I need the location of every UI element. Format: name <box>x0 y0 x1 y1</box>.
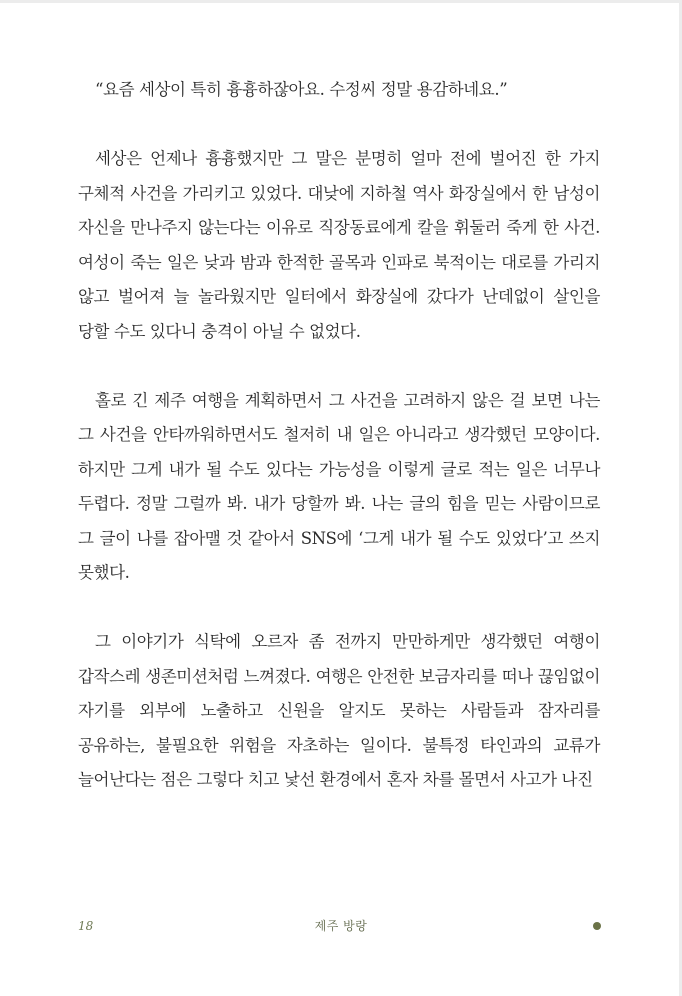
footer-dot-icon <box>593 922 601 930</box>
page-edge-top <box>0 0 682 3</box>
paragraph-quote: “요즘 세상이 특히 흉흉하잖아요. 수정씨 정말 용감하네요.” <box>95 80 508 99</box>
body-text <box>78 73 600 832</box>
page-number: 18 <box>78 919 94 933</box>
paragraph-4: 그 이야기가 식탁에 오르자 좀 전까지 만만하게만 생각했던 여행이 갑작스레 생존미션처럼 느껴졌다. 여행은 안전한 보금자리를 떠나 끊임없이 자기를 외부에 노출하고 신원을 알지도 못하는 사람들과 잠자리를 공유하는, 불필요한 위험을 자초하는 일이다. 불특정 타인과의 교류가 늘어난다는 점은 그렇다 치고 낯선 환경에서 혼자 차를 몰면서 사고가 나진 <box>78 632 600 789</box>
running-title: 제주 방랑 <box>314 919 368 933</box>
paragraph-3: 홀로 긴 제주 여행을 계획하면서 그 사건을 고려하지 않은 걸 보면 나는 그 사건을 안타까워하면서도 철저히 내 일은 아니라고 생각했던 모양이다. 하지만 그게 내가 될 수도 있다는 가능성을 이렇게 글로 적는 일은 너무나 두렵다. 정말 그럴까 봐. 내가 당할까 봐. 나는 글의 힘을 믿는 사람이므로 그 글이 나를 잡아맬 것 같아서 SNS에 ‘그게 내가 될 수도 있었다’고 쓰지 못했다. <box>78 390 600 582</box>
page-footer <box>0 914 682 938</box>
paragraph-2: 세상은 언제나 흉흉했지만 그 말은 분명히 얼마 전에 벌어진 한 가지 구체적 사건을 가리키고 있었다. 대낮에 지하철 역사 화장실에서 한 남성이 자신을 만나주지 않는다는 이유로 직장동료에게 칼을 휘둘러 죽게 한 사건. 여성이 죽는 일은 낮과 밤과 한적한 골목과 인파로 북적이는 대로를 가리지 않고 벌어져 늘 놀라웠지만 일터에서 화장실에 갔다가 난데없이 살인을 당할 수도 있다니 충격이 아닐 수 없었다. <box>78 149 600 341</box>
